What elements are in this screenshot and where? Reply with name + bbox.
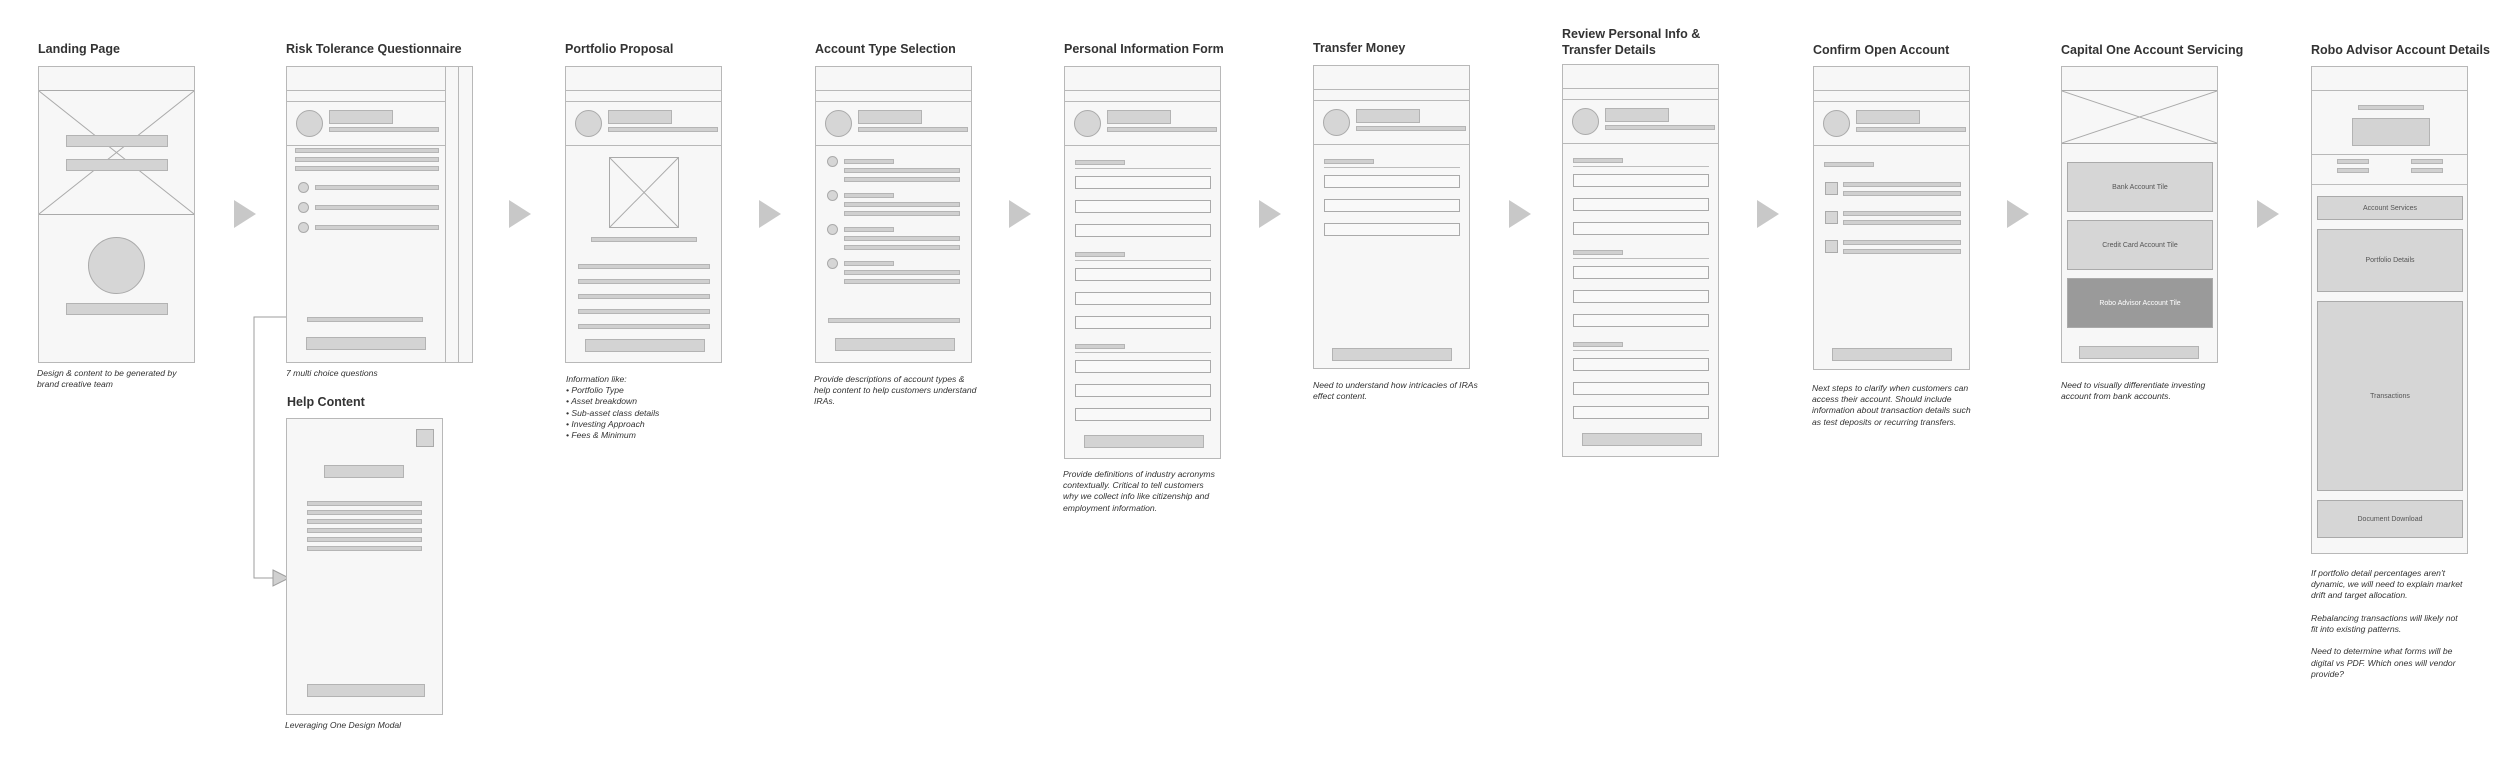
personal-info-wireframe xyxy=(1064,66,1221,459)
flow-arrow xyxy=(1259,200,1281,228)
portfolio-continue-button[interactable] xyxy=(585,339,705,352)
portfolio-note: Information like: • Portfolio Type • Asset breakdown • Sub-asset class details • Investing Approach • Fees & Minimum xyxy=(566,374,660,441)
review-wireframe xyxy=(1562,64,1719,457)
review-field xyxy=(1573,174,1709,187)
account-type-note: Provide descriptions of account types & help content to help customers understand IRAs. xyxy=(814,374,977,407)
portfolio-details-section[interactable]: Portfolio Details xyxy=(2317,229,2463,292)
transfer-field[interactable] xyxy=(1324,175,1460,188)
review-field xyxy=(1573,222,1709,235)
review-field xyxy=(1573,266,1709,279)
personal-info-title: Personal Information Form xyxy=(1064,42,1224,56)
help-note: Leveraging One Design Modal xyxy=(285,720,402,730)
bank-account-tile[interactable]: Bank Account Tile xyxy=(2067,162,2213,212)
account-type-radio[interactable] xyxy=(827,224,838,235)
flow-arrow xyxy=(2007,200,2029,228)
transfer-continue-button[interactable] xyxy=(1332,348,1452,361)
account-type-radio[interactable] xyxy=(827,258,838,269)
account-services-section[interactable]: Account Services xyxy=(2317,196,2463,220)
robo-advisor-account-tile[interactable]: Robo Advisor Account Tile xyxy=(2067,278,2213,328)
confirm-wireframe xyxy=(1813,66,1970,370)
risk-questionnaire-wireframe xyxy=(286,66,446,363)
servicing-wireframe xyxy=(2061,66,2218,363)
robo-details-note: If portfolio detail percentages aren't dynamic, we will need to explain market drift and target allocation. Rebalancing transactions will likely not fit into existing patterns. Need to determine what forms will be digital vs PDF. Which ones will vendor provide? xyxy=(2311,568,2463,679)
landing-page-wireframe xyxy=(38,66,195,363)
review-field xyxy=(1573,290,1709,303)
close-icon[interactable] xyxy=(416,429,434,447)
step-icon xyxy=(1825,182,1838,195)
transfer-money-wireframe xyxy=(1313,65,1470,369)
account-type-continue-button[interactable] xyxy=(835,338,955,351)
review-field xyxy=(1573,198,1709,211)
hero-image-placeholder xyxy=(39,90,194,215)
confirm-note: Next steps to clarify when customers can access their account. Should include information about transaction details such as test deposits or recurring transfers. xyxy=(1812,383,1971,427)
form-field[interactable] xyxy=(1075,360,1211,373)
transfer-field[interactable] xyxy=(1324,223,1460,236)
form-field[interactable] xyxy=(1075,224,1211,237)
review-field xyxy=(1573,382,1709,395)
flow-arrow xyxy=(2257,200,2279,228)
avatar xyxy=(1074,110,1101,137)
servicing-button[interactable] xyxy=(2079,346,2199,359)
personal-info-submit-button[interactable] xyxy=(1084,435,1204,448)
avatar xyxy=(1823,110,1850,137)
help-content-wireframe xyxy=(286,418,443,715)
transfer-money-title: Transfer Money xyxy=(1313,41,1406,55)
avatar xyxy=(1323,109,1350,136)
account-type-title: Account Type Selection xyxy=(815,42,956,56)
avatar xyxy=(296,110,323,137)
flow-arrow xyxy=(1757,200,1779,228)
account-type-radio[interactable] xyxy=(827,190,838,201)
landing-circle-graphic xyxy=(88,237,145,294)
transfer-field[interactable] xyxy=(1324,199,1460,212)
flow-arrow xyxy=(1509,200,1531,228)
servicing-note: Need to visually differentiate investing account from bank accounts. xyxy=(2061,380,2206,402)
account-type-radio[interactable] xyxy=(827,156,838,167)
review-field xyxy=(1573,406,1709,419)
account-balance-block xyxy=(2352,118,2430,146)
landing-cta-button[interactable] xyxy=(66,303,168,315)
personal-info-note: Provide definitions of industry acronyms contextually. Critical to tell customers why we collect info like citizenship and employment information. xyxy=(1063,469,1215,513)
review-submit-button[interactable] xyxy=(1582,433,1702,446)
help-content-title: Help Content xyxy=(287,395,365,409)
portfolio-chart-placeholder xyxy=(609,157,679,228)
transfer-note: Need to understand how intricacies of IRAs effect content. xyxy=(1313,380,1478,402)
help-modal-button[interactable] xyxy=(307,684,425,697)
form-field[interactable] xyxy=(1075,316,1211,329)
landing-note: Design & content to be generated by brand creative team xyxy=(37,368,177,390)
risk-questionnaire-title: Risk Tolerance Questionnaire xyxy=(286,42,462,56)
form-field[interactable] xyxy=(1075,176,1211,189)
avatar xyxy=(1572,108,1599,135)
confirm-title: Confirm Open Account xyxy=(1813,43,1950,57)
radio-option[interactable] xyxy=(298,222,309,233)
risk-note: 7 multi choice questions xyxy=(286,368,378,378)
flow-arrow xyxy=(1009,200,1031,228)
form-field[interactable] xyxy=(1075,268,1211,281)
document-download-section[interactable]: Document Download xyxy=(2317,500,2463,538)
credit-card-account-tile[interactable]: Credit Card Account Tile xyxy=(2067,220,2213,270)
radio-option[interactable] xyxy=(298,182,309,193)
servicing-title: Capital One Account Servicing xyxy=(2061,43,2244,57)
review-field xyxy=(1573,314,1709,327)
risk-next-button[interactable] xyxy=(306,337,426,350)
avatar xyxy=(575,110,602,137)
avatar xyxy=(825,110,852,137)
robo-details-title: Robo Advisor Account Details xyxy=(2311,43,2490,57)
landing-page-title: Landing Page xyxy=(38,42,120,56)
form-field[interactable] xyxy=(1075,292,1211,305)
step-icon xyxy=(1825,211,1838,224)
account-type-wireframe xyxy=(815,66,972,363)
portfolio-proposal-wireframe xyxy=(565,66,722,363)
portfolio-proposal-title: Portfolio Proposal xyxy=(565,42,674,56)
form-field[interactable] xyxy=(1075,200,1211,213)
review-title: Review Personal Info & Transfer Details xyxy=(1562,27,1701,57)
transactions-section[interactable]: Transactions xyxy=(2317,301,2463,491)
form-field[interactable] xyxy=(1075,408,1211,421)
radio-option[interactable] xyxy=(298,202,309,213)
review-field xyxy=(1573,358,1709,371)
servicing-banner-placeholder xyxy=(2062,90,2217,144)
form-field[interactable] xyxy=(1075,384,1211,397)
flow-arrow xyxy=(509,200,531,228)
step-icon xyxy=(1825,240,1838,253)
confirm-done-button[interactable] xyxy=(1832,348,1952,361)
flow-arrow xyxy=(759,200,781,228)
robo-details-wireframe xyxy=(2311,66,2468,554)
flow-arrow xyxy=(234,200,256,228)
